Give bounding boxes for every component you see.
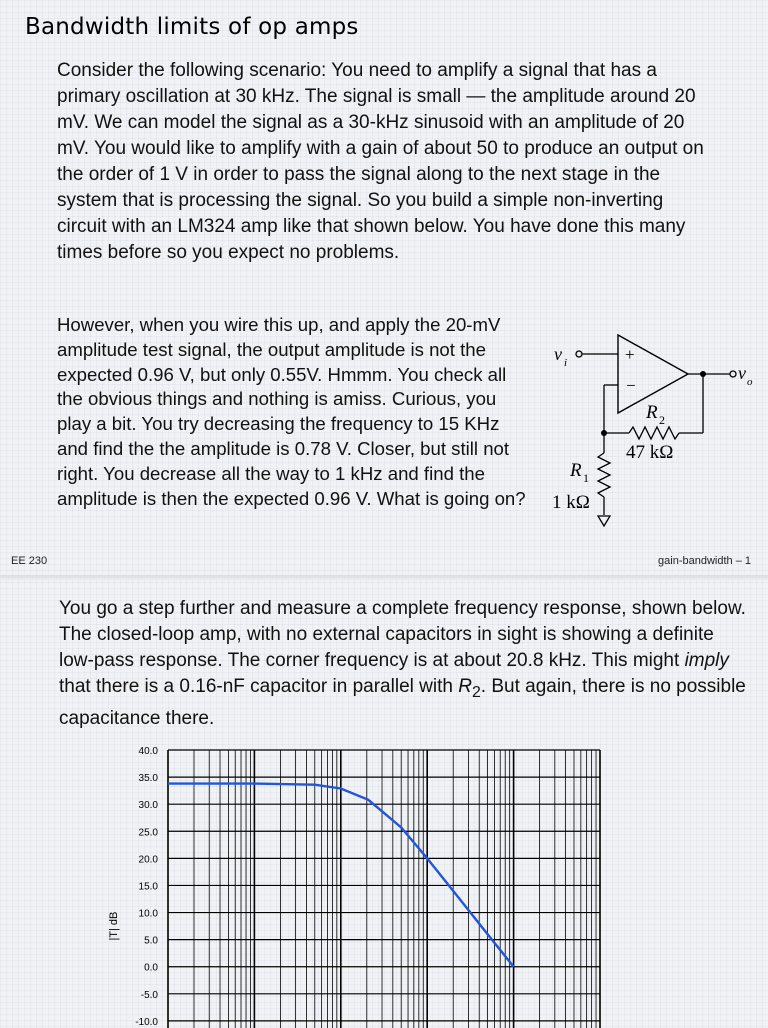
observation-paragraph: However, when you wire this up, and apply the 20-mV amplitude test signal, the output amplitude is not the expected 0.96 V, but only 0.55V. Hmmm. You check all the obvious things and nothing is amiss. Curious, you play a bit. You try decreasing the frequency to 15 KHz and find the the amplitude is 0.78 V. Closer, but still not right. You decrease all the way to 1 kHz and find the amplitude is then the expected 0.96 V. What is going on? [57,314,526,509]
input-label: v [554,344,562,364]
r2-label-sub: 2 [659,413,665,427]
frequency-response-paragraph [59,596,749,732]
y-axis-label: |T| dB [108,911,120,941]
y-tick-label: 10.0 [138,908,158,920]
minus-sign: − [626,376,636,395]
slide-2 [0,578,768,1028]
y-tick-label: 15.0 [138,881,158,893]
r2-resistor [629,427,679,439]
para-text-2: that there is a 0.16-nF capacitor in parallel with [59,676,459,697]
y-tick-label: 35.0 [138,773,158,785]
y-tick-label: 5.0 [144,935,158,947]
output-label-sub: o [747,376,753,388]
non-inverting-amp-schematic [545,325,755,535]
chart-major-grid [168,750,600,1028]
footer-course: EE 230 [11,555,48,567]
r2-value: 47 kΩ [626,442,674,463]
para-var-sub: 2 [471,683,481,701]
y-tick-label: 20.0 [138,854,158,866]
para-text-1: You go a step further and measure a complete frequency response, shown below. The closed-loop amp, with no external capacitors in sight is showing a definite low-pass response. The corner frequency is at about 20.8 kHz. This might [59,598,746,671]
input-terminal [576,351,582,357]
para-emphasis: imply [684,650,729,671]
ground-symbol [598,516,610,526]
chart-y-ticks [135,746,158,1028]
r1-resistor [598,453,610,497]
output-label: v [738,363,746,383]
plus-sign: + [625,345,635,364]
y-tick-label: -10.0 [135,1016,158,1028]
y-tick-label: 30.0 [138,800,158,812]
footer-page: gain-bandwidth – 1 [658,555,751,567]
scenario-paragraph: Consider the following scenario: You need to amplify a signal that has a primary oscillation at 30 kHz. The signal is small — the amplitude around 20 mV. We can model the signal as a 30-kHz sinusoid with an amplitude of 20 mV. You would like to amplify with a gain of about 50 to produce an output on the order of 1 V in order to pass the signal along to the next stage in the system that is processing the signal. So you build a simple non-inverting circuit with an LM324 amp like that shown below. You have done this many times before so you expect no problems. [57,60,704,263]
r1-label: R [570,460,582,481]
r1-label-sub: 1 [583,471,589,485]
y-tick-label: 25.0 [138,827,158,839]
slide-title: Bandwidth limits of op amps [25,14,359,40]
output-terminal [730,371,736,377]
y-tick-label: 40.0 [138,746,158,757]
input-label-sub: i [564,357,568,369]
y-tick-label: -5.0 [140,989,158,1001]
r2-label: R [646,402,658,423]
y-tick-label: 0.0 [144,962,158,974]
r1-value: 1 kΩ [552,492,590,513]
para-var-r: R [458,676,472,697]
para-text-3: . But again, there is no possible capacitance there. [59,676,746,729]
frequency-response-chart [100,738,620,1028]
